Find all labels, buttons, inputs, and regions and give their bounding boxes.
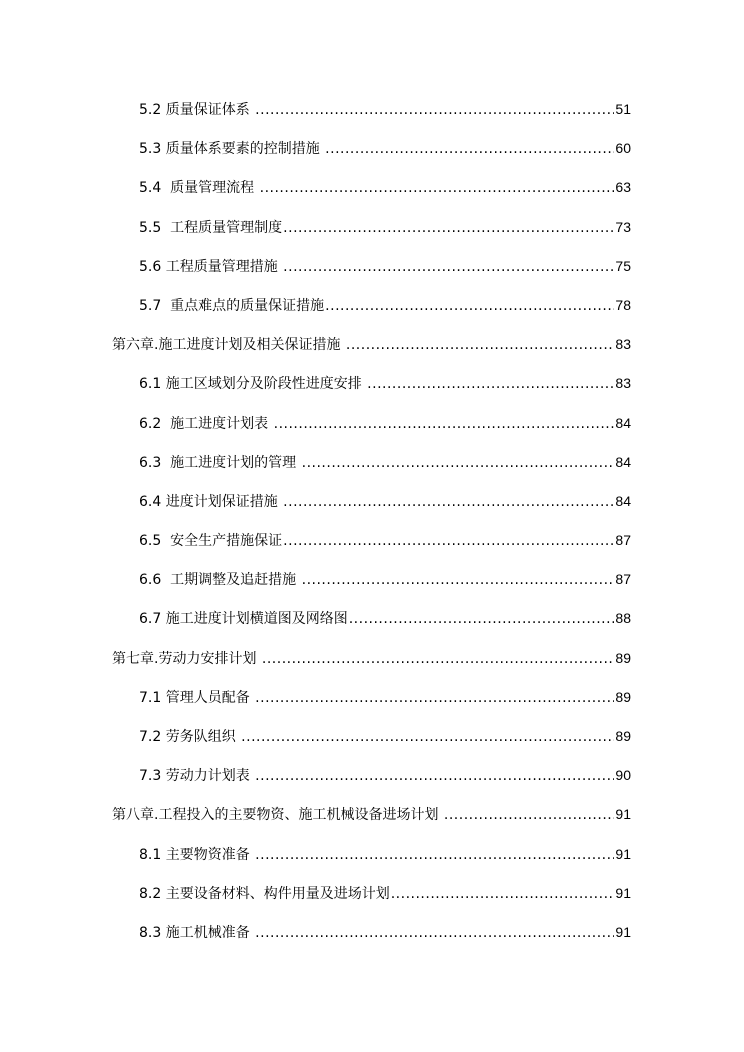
toc-entry-line (139, 840, 631, 869)
toc-entry-title: 6.4 进度计划保证措施 (139, 493, 283, 510)
toc-entry-line (139, 761, 631, 790)
toc-section-entry[interactable] (0, 134, 744, 173)
toc-entry-title: 6.7 施工进度计划横道图及网络图 (139, 611, 348, 628)
toc-entry-title: 5.7 重点难点的质量保证措施 (139, 297, 325, 314)
dot-leader (260, 174, 615, 202)
dot-leader (444, 801, 615, 829)
dot-leader (367, 370, 614, 398)
dot-leader (302, 449, 615, 477)
toc-section-entry[interactable] (0, 213, 744, 252)
toc-entry-line (139, 95, 631, 124)
dot-leader (262, 645, 615, 673)
dot-leader (255, 684, 614, 712)
toc-entry-title: 7.2 劳务队组织 (139, 729, 241, 745)
toc-entry-title: 第七章.劳动力安排计划 (112, 650, 261, 667)
dot-leader (325, 135, 614, 163)
dot-leader (255, 96, 614, 124)
toc-entry-title: 5.6 工程质量管理措施 (139, 258, 283, 275)
toc-entry-title: 5.3 质量体系要素的控制措施 (139, 141, 325, 158)
dot-leader (255, 919, 614, 947)
toc-page-number: 84 (615, 492, 631, 509)
toc-entry-line (112, 800, 631, 829)
toc-entry-line (139, 134, 631, 163)
toc-page-number: 89 (615, 688, 631, 705)
toc-entry-line (139, 369, 631, 398)
toc-entry-line (139, 565, 631, 594)
toc-entry-title: 第八章.工程投入的主要物资、施工机械设备进场计划 (112, 807, 443, 824)
toc-entry-line (139, 879, 631, 908)
toc-entry-title: 8.1 主要物资准备 (139, 846, 255, 863)
toc-section-entry[interactable] (0, 840, 744, 879)
toc-section-entry[interactable] (0, 918, 744, 957)
toc-entry-title: 6.3 施工进度计划的管理 (139, 454, 301, 471)
toc-section-entry[interactable] (0, 173, 744, 212)
toc-entry-title: 8.3 施工机械准备 (139, 924, 255, 941)
toc-page-number: 83 (615, 336, 631, 353)
toc-section-entry[interactable] (0, 95, 744, 134)
toc-chapter-entry[interactable] (0, 800, 744, 839)
toc-entry-title: 6.6 工期调整及追赶措施 (139, 572, 301, 589)
toc-section-entry[interactable] (0, 565, 744, 604)
toc-section-entry[interactable] (0, 369, 744, 408)
toc-page-number: 63 (615, 179, 631, 196)
toc-page-number: 89 (615, 728, 631, 744)
toc-chapter-entry[interactable] (0, 644, 744, 683)
toc-entry-title: 5.2 质量保证体系 (139, 102, 255, 118)
toc-entry-title: 第六章.施工进度计划及相关保证措施 (112, 337, 345, 354)
toc-entry-line (139, 252, 631, 281)
toc-entry-line (139, 683, 631, 712)
toc-section-entry[interactable] (0, 761, 744, 800)
toc-section-entry[interactable] (0, 526, 744, 565)
dot-leader (283, 488, 614, 516)
toc-page-number: 84 (615, 453, 631, 470)
toc-page-number: 89 (615, 649, 631, 666)
toc-entry-line (139, 487, 631, 516)
toc-entry-line (139, 722, 631, 751)
toc-entry-line (112, 330, 631, 359)
dot-leader (241, 723, 614, 751)
toc-entry-line (139, 173, 631, 202)
toc-entry-title: 5.4 质量管理流程 (139, 180, 259, 197)
toc-page-number: 87 (615, 571, 631, 588)
toc-entry-line (139, 291, 631, 320)
toc-page-number: 73 (615, 218, 631, 235)
toc-entry-line (112, 644, 631, 673)
toc-section-entry[interactable] (0, 291, 744, 330)
toc-section-entry[interactable] (0, 683, 744, 722)
dot-leader (302, 566, 615, 594)
toc-entry-title: 8.2 主要设备材料、构件用量及进场计划 (139, 885, 390, 902)
dot-leader (283, 253, 614, 281)
toc-page-number: 83 (615, 375, 631, 392)
toc-entry-line (139, 604, 631, 633)
toc-entry-title: 5.5 工程质量管理制度 (139, 219, 283, 236)
toc-entry-line (139, 526, 631, 555)
toc-entry-title: 6.1 施工区域划分及阶段性进度安排 (139, 376, 367, 393)
toc-page-number: 91 (615, 845, 631, 862)
toc-entry-line (139, 918, 631, 947)
toc-entry-line (139, 213, 631, 242)
table-of-contents (0, 95, 744, 957)
toc-section-entry[interactable] (0, 604, 744, 643)
toc-entry-title: 7.3 劳动力计划表 (139, 768, 255, 785)
toc-page-number: 75 (615, 257, 631, 274)
dot-leader (346, 331, 615, 359)
toc-entry-line (139, 409, 631, 438)
toc-page-number: 87 (615, 532, 631, 549)
toc-chapter-entry[interactable] (0, 330, 744, 369)
toc-page-number: 90 (615, 767, 631, 784)
dot-leader (349, 605, 615, 633)
toc-section-entry[interactable] (0, 409, 744, 448)
toc-entry-title: 7.1 管理人员配备 (139, 689, 255, 706)
toc-entry-title: 6.5 安全生产措施保证 (139, 533, 283, 550)
toc-page-number: 91 (615, 923, 631, 940)
dot-leader (283, 214, 614, 242)
dot-leader (274, 410, 615, 438)
toc-entry-line (139, 448, 631, 477)
dot-leader (283, 527, 614, 555)
toc-section-entry[interactable] (0, 448, 744, 487)
toc-section-entry[interactable] (0, 722, 744, 761)
dot-leader (391, 880, 615, 908)
toc-page-number: 91 (615, 806, 631, 823)
toc-entry-title: 6.2 施工进度计划表 (139, 415, 273, 432)
dot-leader (255, 841, 614, 869)
dot-leader (325, 292, 614, 320)
toc-page-number: 88 (615, 610, 631, 627)
toc-page-number: 60 (615, 140, 631, 157)
dot-leader (255, 762, 614, 790)
toc-page-number: 84 (615, 414, 631, 431)
toc-page-number: 91 (615, 884, 631, 901)
toc-page-number: 78 (615, 296, 631, 313)
toc-page-number: 51 (615, 101, 631, 117)
toc-section-entry[interactable] (0, 487, 744, 526)
toc-section-entry[interactable] (0, 252, 744, 291)
toc-section-entry[interactable] (0, 879, 744, 918)
